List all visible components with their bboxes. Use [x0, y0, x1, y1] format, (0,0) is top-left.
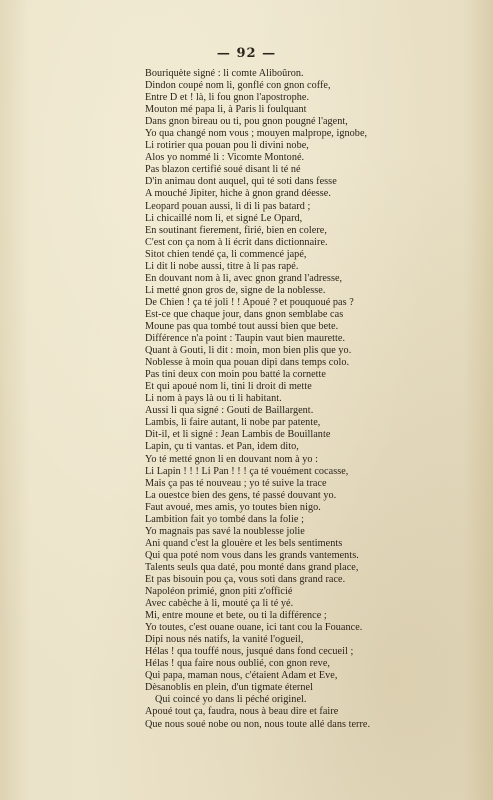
- poem-line: Aussi li qua signé : Gouti de Baillargent.: [145, 405, 314, 417]
- poem-line: Pas tini deux con moin pou batté la cornette: [145, 369, 327, 381]
- poem-line: En soutinant fierement, firié, bien en colere,: [145, 224, 327, 236]
- poem-line: Lambition fait yo tombé dans la folie ;: [145, 513, 304, 525]
- poem-line: C'est con ça nom à li écrit dans dictionnaire.: [145, 236, 328, 248]
- poem-line: Qui qua poté nom vous dans les grands vantements.: [145, 549, 359, 561]
- poem-line: De Chien ! ça té joli ! ! Apoué ? et pouquoué pas ?: [145, 296, 354, 308]
- poem-line: Mi, entre moune et bete, ou ti la différence ;: [145, 610, 327, 622]
- poem-line: Dipi nous nés natifs, la vanité l'ogueil,: [145, 634, 304, 646]
- poem-line: Pas blazon certifié soué disant li té né: [145, 164, 301, 176]
- poem-line: Li rotirier qua pouan pou li divini nobe,: [145, 140, 309, 152]
- poem-line: Ani quand c'est la glouère et les bels sentiments: [145, 537, 343, 549]
- poem-line: Apoué tout ça, faudra, nous à beau dire et faire: [145, 706, 339, 718]
- poem-line: La ouestce bien des gens, té passé douvant yo.: [145, 489, 337, 501]
- poem-line: Alos yo nommé li : Vicomte Montoné.: [145, 152, 305, 164]
- poem-line: Lapin, çu ti vantas. et Pan, idem dito,: [145, 441, 299, 453]
- poem-line: Faut avoué, mes amis, yo toutes bien nigo.: [145, 501, 321, 513]
- poem-line: Mais ça pas té nouveau ; yo té suive la trace: [145, 477, 327, 489]
- poem-line: Yo toutes, c'est ouane ouane, ici tant cou la Fouance.: [145, 622, 363, 634]
- poem-line: Bouriquète signé : li comte Aliboûron.: [145, 68, 304, 79]
- page-number: — 92 —: [216, 46, 277, 61]
- poem-line: Et pas bisouin pou ça, vous soti dans grand race.: [145, 573, 346, 585]
- poem-line: Dèsanoblis en plein, d'un tigmate éternel: [145, 682, 313, 694]
- poem-line: Dans gnon bireau ou ti, pou gnon pougné l'agent,: [145, 116, 348, 128]
- poem-line: Li chicaillé nom li, et signé Le Opard,: [145, 212, 303, 224]
- poem-line: Entre D et ! là, li fou gnon l'apostrophe.: [145, 92, 310, 104]
- poem-line: Li nom à pays là ou ti li habitant.: [145, 393, 282, 405]
- poem-line: Qui papa, maman nous, c'étaient Adam et Eve,: [145, 670, 338, 682]
- poem-line: Hélas ! qua touffé nous, jusqué dans fond cecueil ;: [145, 646, 354, 658]
- poem-line: A mouché Jipiter, hiche à gnon grand déesse.: [145, 188, 331, 200]
- poem-line: Dindon coupé nom li, gonflé con gnon coffe,: [145, 80, 331, 92]
- poem-line: Moune pas qua tombé tout aussi bien que bete.: [145, 320, 339, 332]
- poem-line: Hélas ! qua faire nous oublié, con gnon reve,: [145, 658, 330, 670]
- poem-line: Que nous soué nobe ou non, nous toute allé dans terre.: [145, 718, 371, 730]
- poem-line: Li dit li nobe aussi, titre à li pas rapé.: [145, 260, 299, 272]
- poem-line: Quant à Gouti, li dit : moin, mon bien plis que yo.: [145, 345, 352, 357]
- poem-line: Avec cabèche à li, mouté ça li té yé.: [145, 598, 294, 610]
- poem-line: Li metté gnon gros de, signe de la noblesse.: [145, 284, 326, 296]
- poem-line: Mouton mé papa li, à Paris li foulquant: [145, 104, 307, 116]
- poem-line: Est-ce que chaque jour, dans gnon semblabe cas: [145, 308, 344, 320]
- poem-line: En douvant nom à li, avec gnon grand l'adresse,: [145, 272, 343, 284]
- poem-line: Yo té metté gnon li en douvant nom à yo :: [145, 453, 319, 465]
- poem-line: Lambis, li faire autant, li nobe par patente,: [145, 417, 321, 429]
- poem-line: Napoléon primié, gnon piti z'officié: [145, 586, 293, 598]
- poem-line: Noblesse à moin qua pouan dipi dans temps colo.: [145, 357, 350, 369]
- poem-line: Sitot chien tendé ça, li commencé japé,: [145, 248, 307, 260]
- poem-line: Et qui apoué nom li, tini li droit di mette: [145, 381, 312, 393]
- poem-line: Yo qua changé nom vous ; mouyen malprope, ignobe,: [145, 128, 368, 140]
- poem-line: Différence n'a point : Taupin vaut bien maurette.: [145, 333, 346, 345]
- poem-text: [145, 68, 485, 731]
- poem-line: Dit-il, et li signé : Jean Lambis de Bouillante: [145, 429, 331, 441]
- poem-line: Leopard pouan aussi, li di li pas batard ;: [145, 200, 311, 212]
- poem-line: Li Lapin ! ! ! Li Pan ! ! ! ça té vouément cocasse,: [145, 465, 349, 477]
- poem-line: Yo magnais pas savé la noublesse jolie: [145, 525, 305, 537]
- poem-line: Qui coincé yo dans li péché originel.: [155, 694, 307, 706]
- poem-line: Talents seuls qua daté, pou monté dans grand place,: [145, 561, 359, 573]
- poem-line: D'in animau dont auquel, qui té soti dans fesse: [145, 176, 337, 188]
